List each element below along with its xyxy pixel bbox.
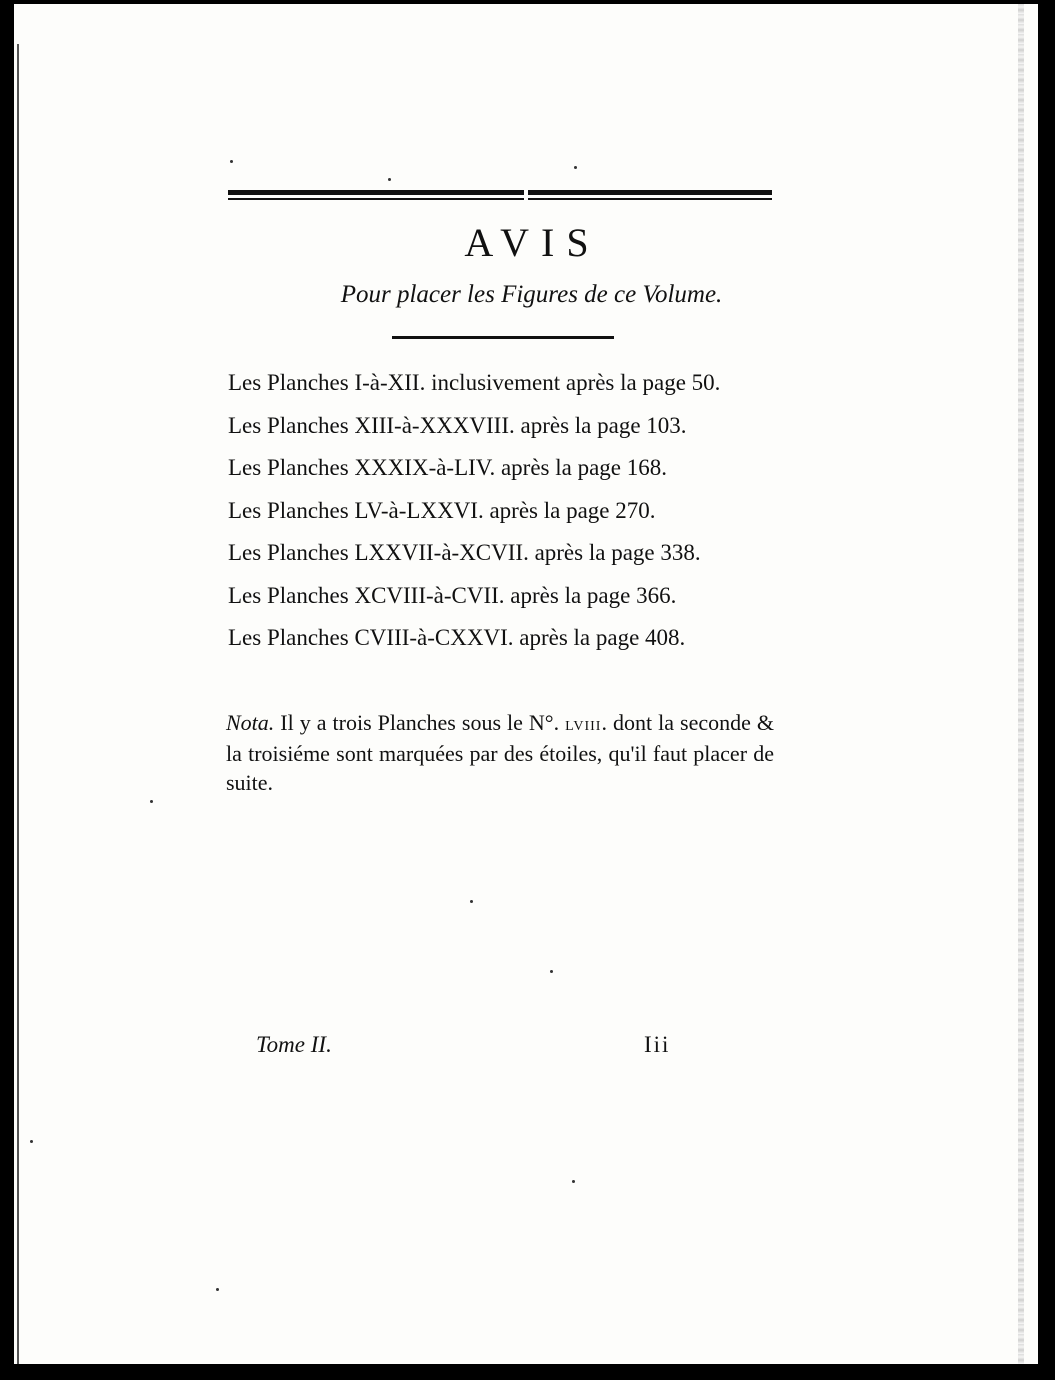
footer-volume: Tome II.	[256, 1032, 332, 1057]
plate-entry: Les Planches XIII-à-XXXVIII. après la page 103.	[228, 412, 687, 438]
header-double-rule	[228, 190, 772, 202]
paper-speck	[230, 160, 233, 163]
nota-numeral: lviii	[565, 713, 602, 735]
footer-signature: Iii	[644, 1032, 671, 1057]
plate-entry: Les Planches XXXIX-à-LIV. après la page 168.	[228, 455, 667, 480]
plate-entry: Les Planches XCVIII-à-CVII. après la page 366.	[228, 582, 677, 608]
plate-entry: Les Planches CVIII-à-CXXVI. après la page 408.	[228, 625, 686, 650]
rule-thin-line	[228, 198, 772, 200]
nota-text-after: . dont la seconde & la troisiéme sont marquées par des étoiles, qu'il faut placer de suite.	[226, 710, 774, 795]
paper-speck	[572, 1180, 575, 1183]
paper-speck	[550, 970, 553, 973]
rule-thick-line	[228, 190, 772, 195]
plates-list	[228, 362, 720, 660]
nota-text-before: Il y a trois Planches sous le N°.	[274, 710, 566, 735]
document-page	[14, 4, 1038, 1364]
nota-label: Nota.	[226, 710, 275, 735]
paper-speck	[30, 1140, 33, 1143]
page-edge-right	[1018, 4, 1024, 1364]
plate-entry: Les Planches LXXVII-à-XCVII. après la page 338.	[228, 540, 701, 565]
paper-speck	[574, 166, 577, 169]
plate-entry: Les Planches LV-à-LXXVI. après la page 270.	[228, 497, 656, 523]
title-separator-rule	[392, 336, 614, 339]
paper-speck	[216, 1288, 219, 1291]
page-subtitle: Pour placer les Figures de ce Volume.	[340, 281, 723, 308]
rule-gap	[524, 189, 528, 202]
plate-entry: Les Planches I-à-XII. inclusivement après la page 50.	[228, 370, 721, 395]
page-title: AVIS	[464, 220, 601, 265]
paper-speck	[150, 800, 153, 803]
paper-speck	[470, 900, 473, 903]
paper-speck	[388, 178, 391, 181]
nota-paragraph	[226, 708, 774, 797]
